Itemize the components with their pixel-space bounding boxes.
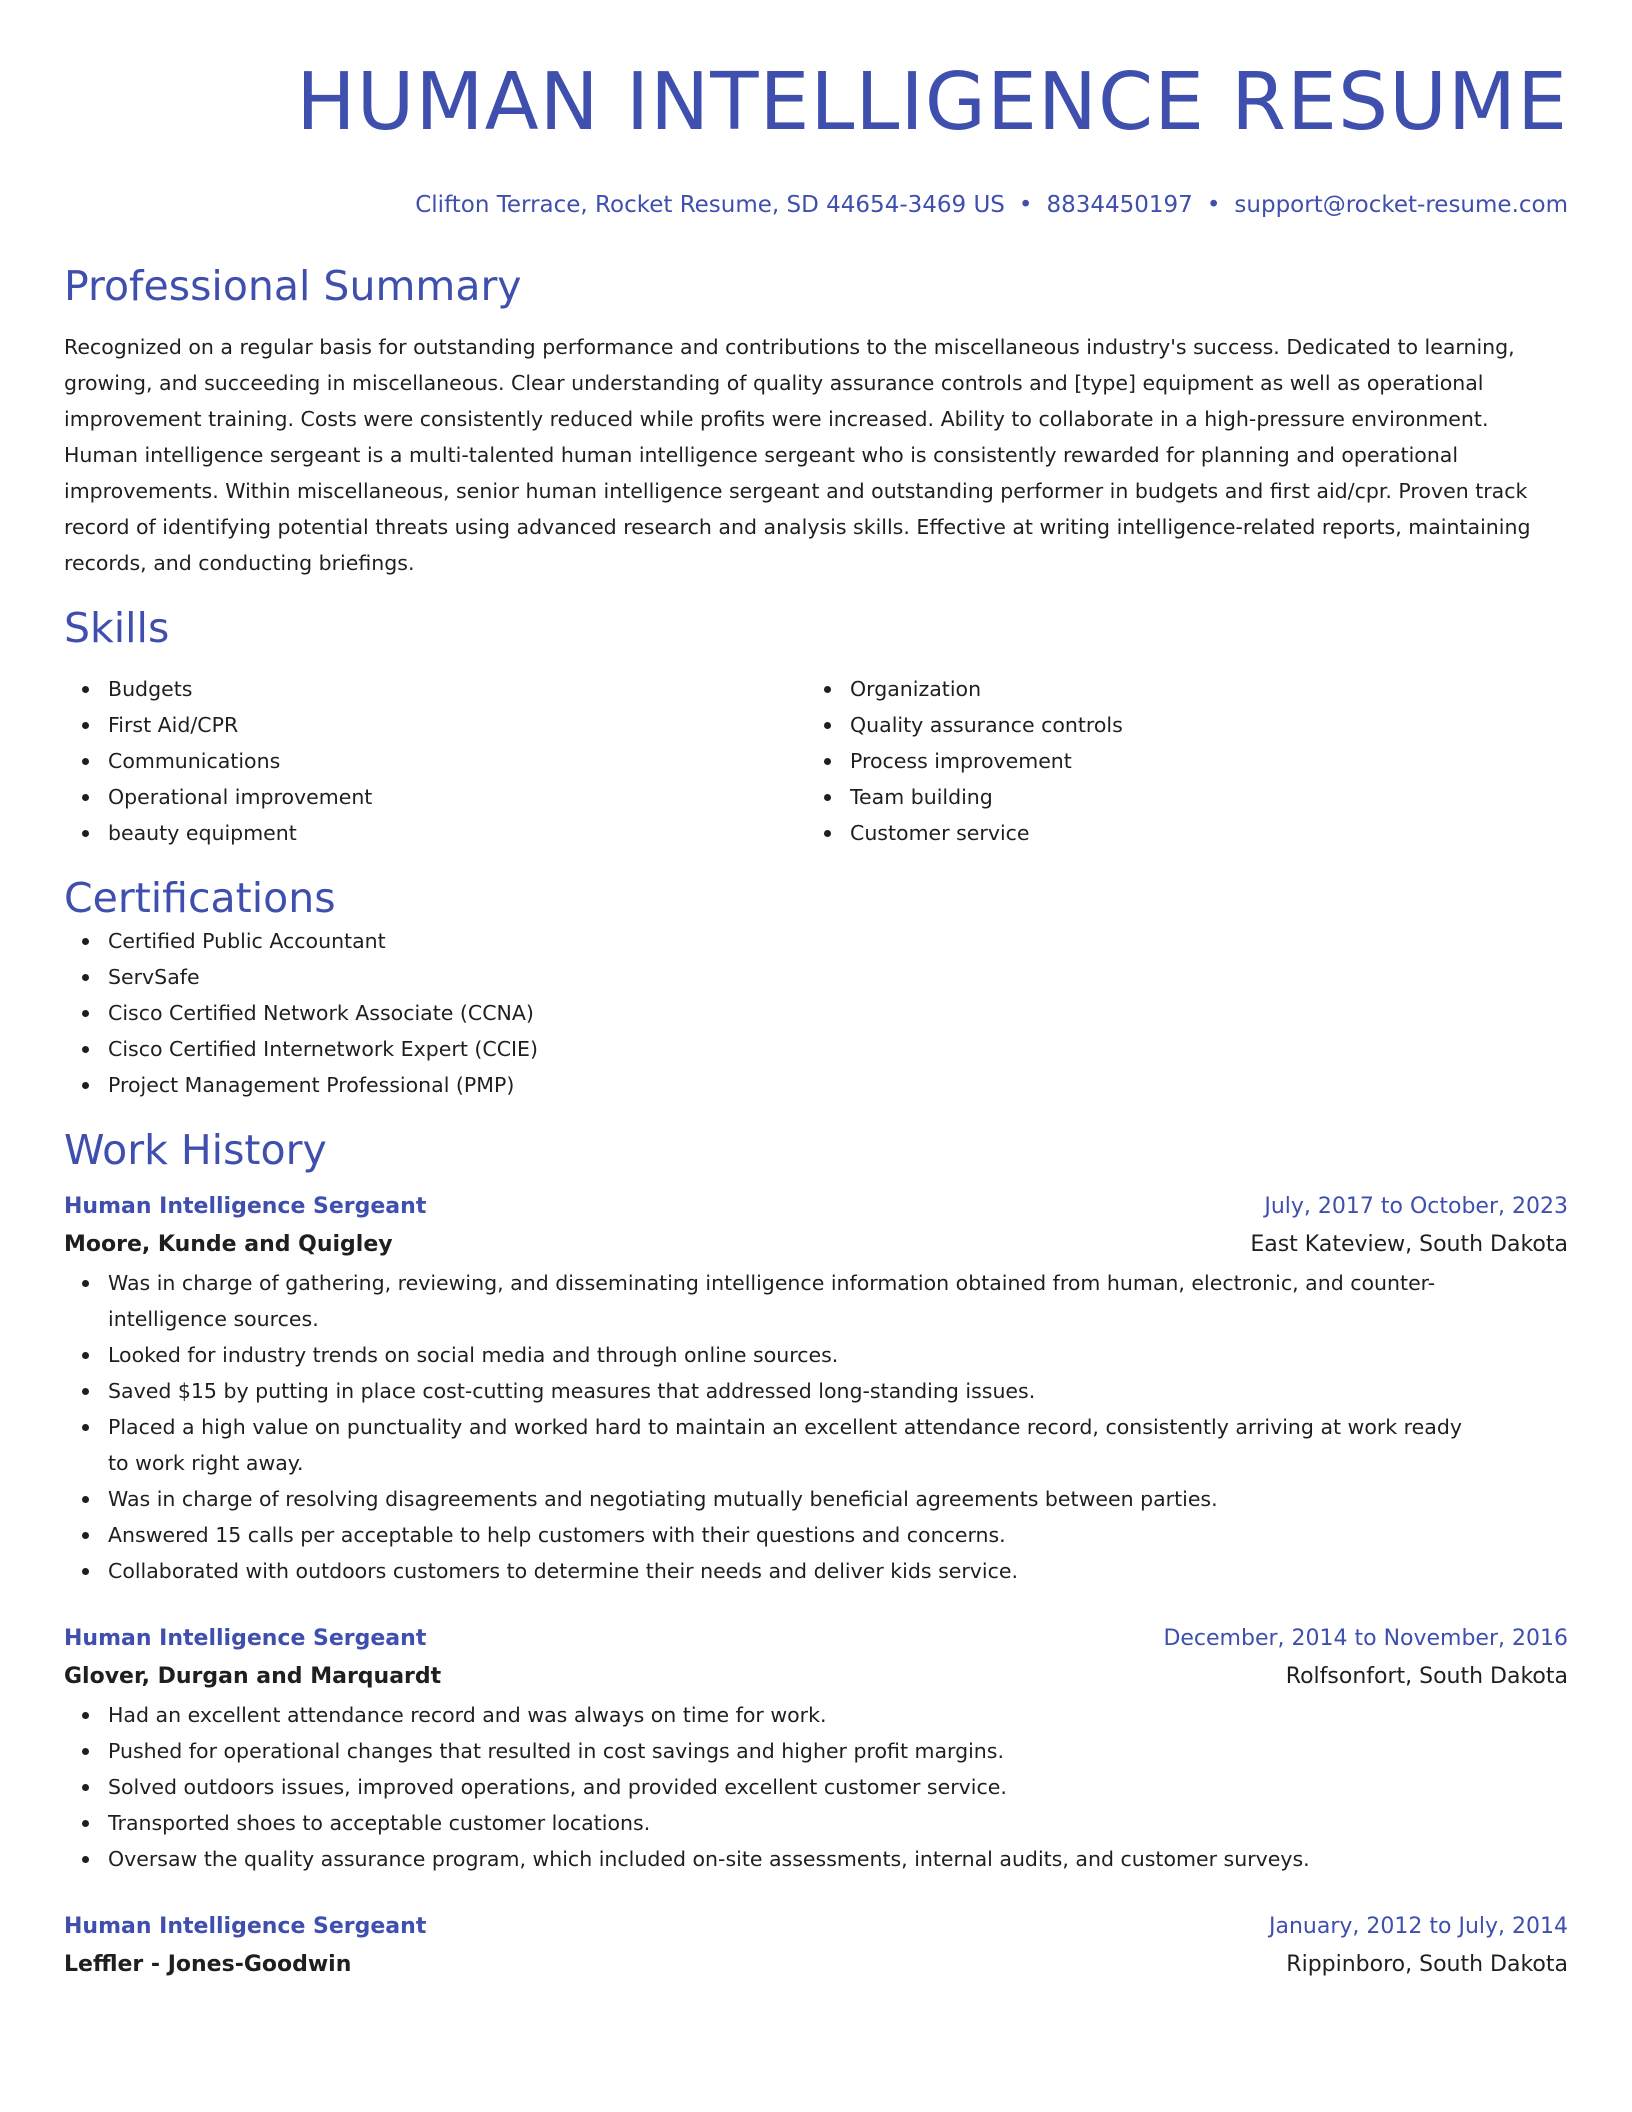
certification-item: Certified Public Accountant <box>108 923 1568 959</box>
skill-item: First Aid/CPR <box>108 707 806 743</box>
job-duty: Had an excellent attendance record and was always on time for work. <box>108 1697 1568 1733</box>
job-entry <box>64 1189 1568 1589</box>
contact-separator: • <box>1018 192 1033 218</box>
skills-column-right <box>806 671 1548 851</box>
job-location: Rippinboro, South Dakota <box>1286 1952 1568 1977</box>
job-location: Rolfsonfort, South Dakota <box>1285 1664 1568 1689</box>
job-company: Glover, Durgan and Marquardt <box>64 1664 442 1689</box>
skill-item: Team building <box>850 779 1548 815</box>
skill-item: Operational improvement <box>108 779 806 815</box>
skill-item: Communications <box>108 743 806 779</box>
skill-item: beauty equipment <box>108 815 806 851</box>
resume-name: HUMAN INTELLIGENCE RESUME <box>296 56 1568 148</box>
section-title-skills: Skills <box>64 604 170 652</box>
job-title-row <box>64 1189 1568 1225</box>
job-duty: Was in charge of gathering, reviewing, and disseminating intelligence information obtained from human, electronic, and counter-intelligence sources. <box>108 1265 1568 1337</box>
certifications-list <box>64 923 1568 1103</box>
contact-email[interactable]: support@rocket-resume.com <box>1234 192 1568 218</box>
skill-item: Process improvement <box>850 743 1548 779</box>
job-duty: Was in charge of resolving disagreements and negotiating mutually beneficial agreements between parties. <box>108 1481 1568 1517</box>
job-duty: Collaborated with outdoors customers to determine their needs and deliver kids service. <box>108 1553 1568 1589</box>
skill-item: Organization <box>850 671 1548 707</box>
section-title-summary: Professional Summary <box>64 262 522 310</box>
job-duty: Saved $15 by putting in place cost-cutting measures that addressed long-standing issues. <box>108 1373 1568 1409</box>
job-location: East Kateview, South Dakota <box>1250 1232 1568 1257</box>
skill-item: Customer service <box>850 815 1548 851</box>
job-company: Moore, Kunde and Quigley <box>64 1232 393 1257</box>
section-title-certifications: Certifications <box>64 874 336 922</box>
skills-grid <box>64 671 1568 851</box>
section-title-work-history: Work History <box>64 1126 327 1174</box>
job-dates: January, 2012 to July, 2014 <box>1269 1914 1568 1939</box>
skills-list-right <box>806 671 1548 851</box>
job-dates: December, 2014 to November, 2016 <box>1163 1626 1568 1651</box>
contact-line <box>64 190 1568 220</box>
skills-column-left <box>64 671 806 851</box>
skill-item: Budgets <box>108 671 806 707</box>
job-duty: Placed a high value on punctuality and worked hard to maintain an excellent attendance record, consistently arriving at work ready to work right away. <box>108 1409 1568 1481</box>
job-duties-list <box>64 1697 1568 1877</box>
certification-item: Cisco Certified Internetwork Expert (CCIE) <box>108 1031 1568 1067</box>
job-title: Human Intelligence Sergeant <box>64 1914 427 1939</box>
job-duty: Solved outdoors issues, improved operations, and provided excellent customer service. <box>108 1769 1568 1805</box>
job-company-row <box>64 1945 1568 1985</box>
work-history-section <box>64 1125 1568 1985</box>
job-dates: July, 2017 to October, 2023 <box>1264 1194 1568 1219</box>
skills-list-left <box>64 671 806 851</box>
job-entry <box>64 1621 1568 1877</box>
summary-section <box>64 261 1568 581</box>
job-company: Leffler - Jones-Goodwin <box>64 1952 352 1977</box>
certifications-section <box>64 873 1568 1103</box>
summary-text: Recognized on a regular basis for outstanding performance and contributions to the miscellaneous industry's success. Dedicated to learning, growing, and succeeding in miscellaneous. Clear understanding of quality assurance controls and [type] equipment as well as operational improvement training. Costs were consistently reduced while profits were increased. Ability to collaborate in a high-pressure environment. Human intelligence sergeant is a multi-talented human intelligence sergeant who is consistently rewarded for planning and operational improvements. Within miscellaneous, senior human intelligence sergeant and outstanding performer in budgets and first aid/cpr. Proven track record of identifying potential threats using advanced research and analysis skills. Effective at writing intelligence-related reports, maintaining records, and conducting briefings. <box>64 335 1531 575</box>
certification-item: ServSafe <box>108 959 1568 995</box>
job-company-row <box>64 1225 1568 1265</box>
job-title-row <box>64 1909 1568 1945</box>
resume-header <box>64 0 1568 220</box>
job-duty: Pushed for operational changes that resulted in cost savings and higher profit margins. <box>108 1733 1568 1769</box>
job-duty: Answered 15 calls per acceptable to help customers with their questions and concerns. <box>108 1517 1568 1553</box>
job-entry <box>64 1909 1568 1985</box>
skill-item: Quality assurance controls <box>850 707 1548 743</box>
certification-item: Cisco Certified Network Associate (CCNA) <box>108 995 1568 1031</box>
job-duties-list <box>64 1265 1568 1589</box>
certification-item: Project Management Professional (PMP) <box>108 1067 1568 1103</box>
job-duty: Transported shoes to acceptable customer locations. <box>108 1805 1568 1841</box>
job-title-row <box>64 1621 1568 1657</box>
job-title: Human Intelligence Sergeant <box>64 1194 427 1219</box>
job-duty: Looked for industry trends on social media and through online sources. <box>108 1337 1568 1373</box>
contact-separator: • <box>1206 192 1221 218</box>
contact-phone: 8834450197 <box>1046 192 1193 218</box>
job-title: Human Intelligence Sergeant <box>64 1626 427 1651</box>
skills-section <box>64 603 1568 851</box>
contact-address: Clifton Terrace, Rocket Resume, SD 44654-3469 US <box>415 192 1005 218</box>
job-duty: Oversaw the quality assurance program, which included on-site assessments, internal audits, and customer surveys. <box>108 1841 1568 1877</box>
job-company-row <box>64 1657 1568 1697</box>
